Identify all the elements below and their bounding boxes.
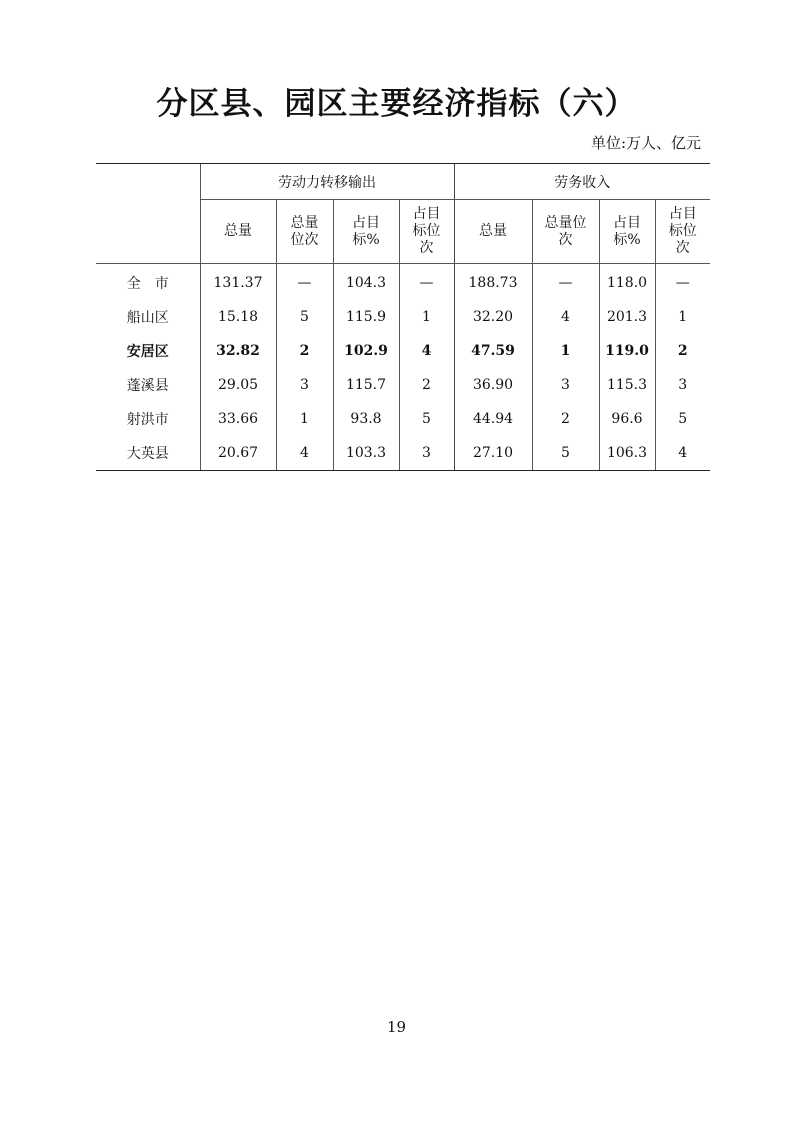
table-cell: 44.94 xyxy=(454,402,532,436)
sub-header-cell: 占目 标位 次 xyxy=(655,200,710,264)
table-cell: 103.3 xyxy=(333,436,399,471)
table-cell: 1 xyxy=(399,300,454,334)
sub-header-cell: 总量 xyxy=(454,200,532,264)
table-cell: 32.82 xyxy=(200,334,276,368)
economic-indicators-table xyxy=(96,163,710,471)
row-label: 全 市 xyxy=(126,276,169,292)
table-cell: 3 xyxy=(532,368,599,402)
table-cell: 47.59 xyxy=(454,334,532,368)
table-cell: 4 xyxy=(655,436,710,471)
table-cell: 4 xyxy=(399,334,454,368)
table-cell: 5 xyxy=(276,300,333,334)
table-cell: — xyxy=(276,264,333,301)
table-row xyxy=(96,402,710,436)
table-cell: 15.18 xyxy=(200,300,276,334)
table-cell: 115.7 xyxy=(333,368,399,402)
table-cell: 27.10 xyxy=(454,436,532,471)
table-cell: 2 xyxy=(655,334,710,368)
table-cell: 188.73 xyxy=(454,264,532,301)
table-row xyxy=(96,368,710,402)
table-cell: 32.20 xyxy=(454,300,532,334)
page-title: 分区县、园区主要经济指标（六） xyxy=(156,86,637,122)
table-cell: 4 xyxy=(276,436,333,471)
group-header-row xyxy=(96,164,710,200)
sub-header-cell: 总量 位次 xyxy=(276,200,333,264)
unit-note: 单位:万人、亿元 xyxy=(590,134,701,152)
group-header-labor-income: 劳务收入 xyxy=(454,164,710,200)
table-cell: 106.3 xyxy=(599,436,655,471)
row-label: 蓬溪县 xyxy=(126,378,169,394)
table-cell: 2 xyxy=(276,334,333,368)
table-body xyxy=(96,264,710,471)
table-cell: 2 xyxy=(532,402,599,436)
table-cell: — xyxy=(532,264,599,301)
table-cell: 5 xyxy=(399,402,454,436)
table-cell: 33.66 xyxy=(200,402,276,436)
table-cell: 3 xyxy=(655,368,710,402)
table-cell: 36.90 xyxy=(454,368,532,402)
table-cell: 2 xyxy=(399,368,454,402)
table-cell: 1 xyxy=(276,402,333,436)
table-cell: 20.67 xyxy=(200,436,276,471)
sub-header-cell: 总量 xyxy=(200,200,276,264)
sub-header-cell: 占目 标% xyxy=(333,200,399,264)
table-cell: — xyxy=(655,264,710,301)
table-row xyxy=(96,300,710,334)
table-cell: 115.9 xyxy=(333,300,399,334)
table-cell: 1 xyxy=(532,334,599,368)
row-label: 射洪市 xyxy=(126,412,169,428)
corner-cell-lower xyxy=(96,200,200,264)
table-cell: 201.3 xyxy=(599,300,655,334)
row-label: 安居区 xyxy=(126,344,169,360)
table-cell: 5 xyxy=(532,436,599,471)
table-cell: 118.0 xyxy=(599,264,655,301)
table-cell: 1 xyxy=(655,300,710,334)
sub-header-cell: 总量位 次 xyxy=(532,200,599,264)
table-row xyxy=(96,334,710,368)
table-cell: 102.9 xyxy=(333,334,399,368)
sub-header-row xyxy=(96,200,710,264)
row-label: 船山区 xyxy=(126,310,169,326)
table-cell: 119.0 xyxy=(599,334,655,368)
row-label: 大英县 xyxy=(96,436,200,471)
table-row xyxy=(96,264,710,301)
table-cell: 96.6 xyxy=(599,402,655,436)
table-cell: 3 xyxy=(399,436,454,471)
sub-header-cell: 占目 标位 次 xyxy=(399,200,454,264)
page-number: 19 xyxy=(386,1018,407,1036)
group-header-labor-transfer: 劳动力转移输出 xyxy=(200,164,454,200)
table-cell: 115.3 xyxy=(599,368,655,402)
table-row xyxy=(96,436,710,471)
table-cell: — xyxy=(399,264,454,301)
table-cell: 3 xyxy=(276,368,333,402)
corner-cell xyxy=(96,164,200,200)
sub-header-cell: 占目 标% xyxy=(599,200,655,264)
table-cell: 104.3 xyxy=(333,264,399,301)
table-cell: 5 xyxy=(655,402,710,436)
table-cell: 93.8 xyxy=(333,402,399,436)
table-cell: 131.37 xyxy=(200,264,276,301)
table-cell: 29.05 xyxy=(200,368,276,402)
table-cell: 4 xyxy=(532,300,599,334)
